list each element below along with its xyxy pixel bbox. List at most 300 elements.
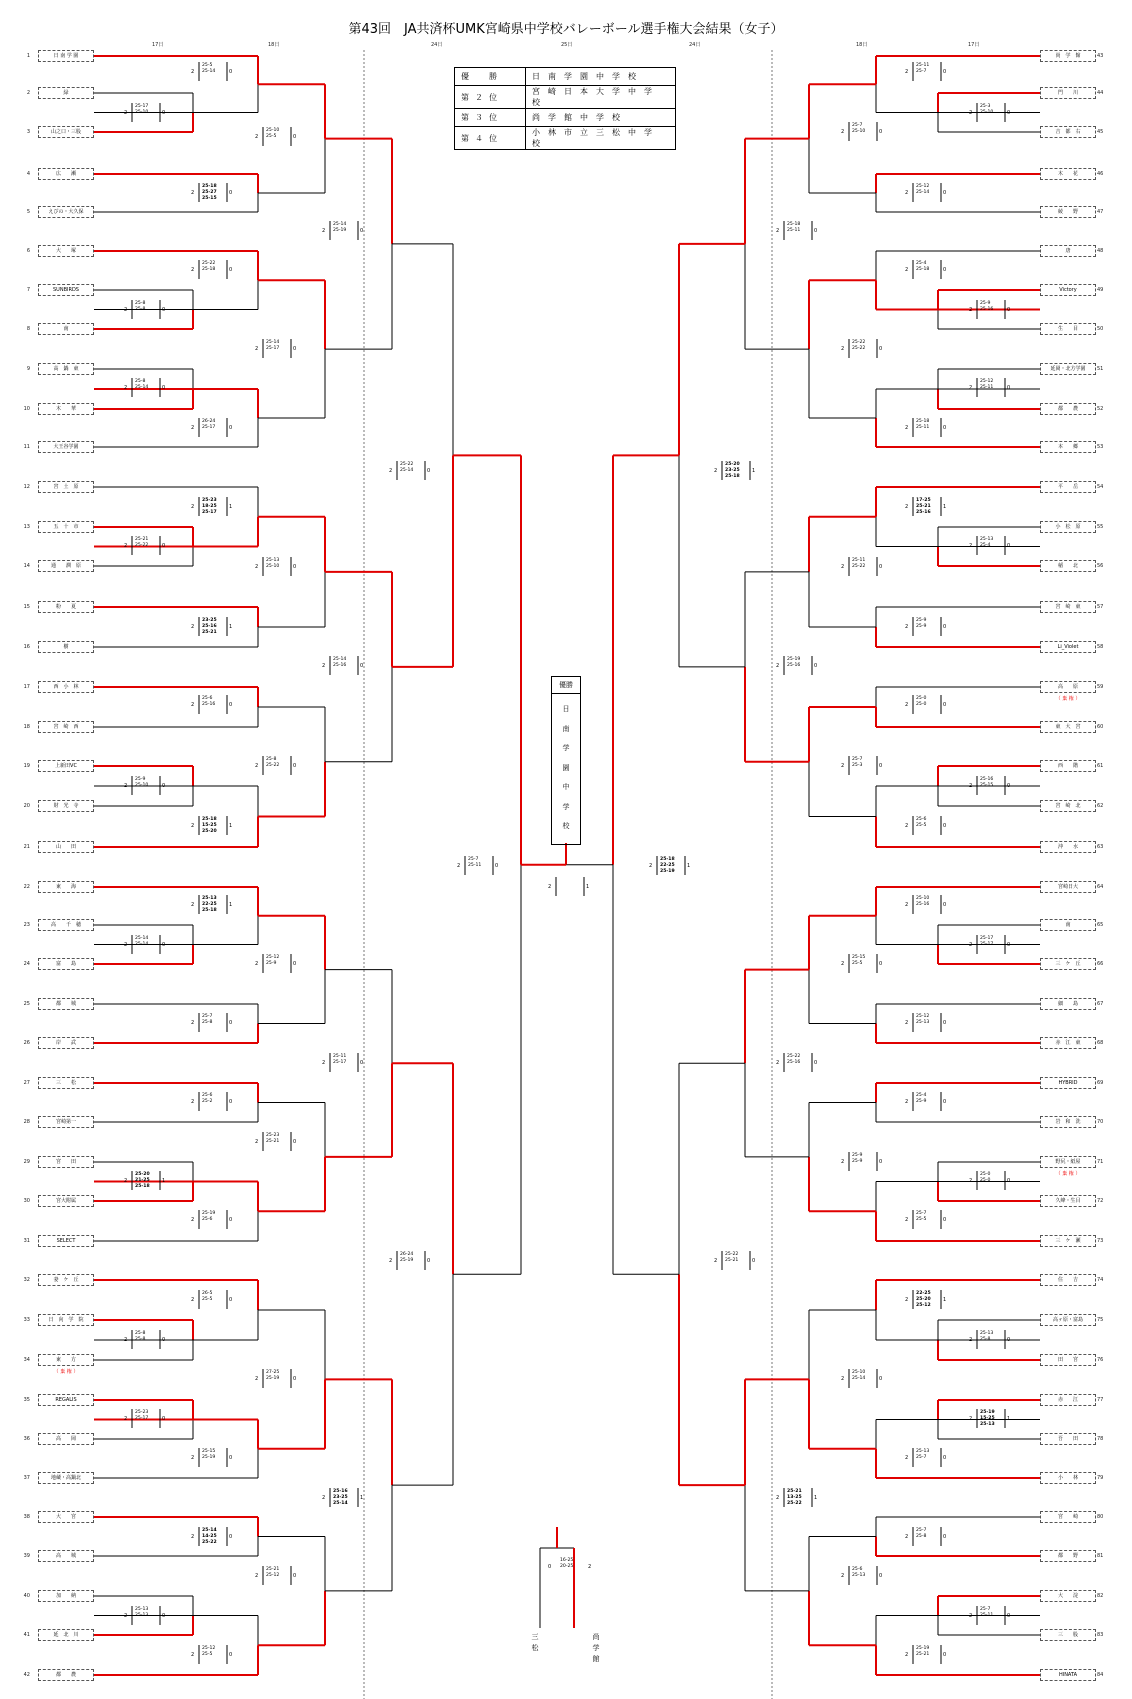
team-number: 62 — [1097, 803, 1104, 809]
sets-won: 0 — [162, 1416, 166, 1422]
sets-won: 0 — [229, 425, 233, 431]
set-scores: 25-13 25-7 — [916, 1449, 930, 1460]
team-number: 52 — [1097, 406, 1104, 412]
team-number: 40 — [23, 1593, 30, 1599]
sets-won: 0 — [752, 1258, 756, 1264]
sets-won: 0 — [495, 863, 499, 869]
sets-won: 2 — [124, 1416, 128, 1422]
team-number: 54 — [1097, 484, 1104, 490]
team-name: 細 島 — [1040, 998, 1096, 1010]
set-scores: 25-10 25-5 — [266, 128, 280, 139]
sets-won: 2 — [969, 110, 973, 116]
sets-won: 0 — [1007, 543, 1011, 549]
sets-won: 2 — [255, 134, 259, 140]
sets-won: 0 — [293, 1139, 297, 1145]
team-number: 70 — [1097, 1119, 1104, 1125]
team-name: 地蔵・高鍋北 — [38, 1472, 94, 1484]
team-name: 赤 江 — [1040, 1394, 1096, 1406]
set-scores: 23-25 25-16 25-21 — [202, 618, 217, 635]
team-name: 赤 江 東 — [1040, 1037, 1096, 1049]
set-scores: 25-13 25-10 — [266, 558, 280, 569]
sets-won: 2 — [649, 863, 653, 869]
team-number: 75 — [1097, 1317, 1104, 1323]
sets-won: 0 — [229, 702, 233, 708]
sets-won: 2 — [255, 1573, 259, 1579]
sets-won: 2 — [905, 702, 909, 708]
set-scores: 25-15 25-19 — [202, 1449, 216, 1460]
team-number: 78 — [1097, 1436, 1104, 1442]
team-number: 46 — [1097, 171, 1104, 177]
default-note: （ 棄 権 ） — [1055, 696, 1081, 702]
team-number: 68 — [1097, 1040, 1104, 1046]
sets-won: 0 — [229, 69, 233, 75]
set-scores: 25-10 25-16 — [916, 896, 930, 907]
team-name: 唐 — [1040, 245, 1096, 257]
team-number: 33 — [23, 1317, 30, 1323]
set-scores: 25-8 25-14 — [135, 379, 149, 390]
team-name: 綾 野 — [1040, 206, 1096, 218]
day-label: 17日 — [152, 42, 164, 48]
team-number: 22 — [23, 884, 30, 890]
sets-won: 2 — [191, 1099, 195, 1105]
sets-won: 0 — [293, 961, 297, 967]
team-number: 27 — [23, 1080, 30, 1086]
team-name: 門 川 — [1040, 87, 1096, 99]
team-number: 28 — [23, 1119, 30, 1125]
team-number: 57 — [1097, 604, 1104, 610]
team-number: 58 — [1097, 644, 1104, 650]
set-scores: 25-16 25-15 — [980, 777, 994, 788]
team-name: 南 — [1040, 919, 1096, 931]
team-number: 41 — [23, 1632, 30, 1638]
set-scores: 25-22 25-18 — [202, 261, 216, 272]
set-scores: 25-10 25-14 — [852, 1370, 866, 1381]
sets-won: 0 — [814, 663, 818, 669]
sets-won: 0 — [360, 228, 364, 234]
team-number: 48 — [1097, 248, 1104, 254]
team-name: 高 城 — [38, 1550, 94, 1562]
team-name: 小 林 — [1040, 1472, 1096, 1484]
team-number: 50 — [1097, 326, 1104, 332]
set-scores: 25-6 25-5 — [916, 817, 927, 828]
sets-won: 2 — [322, 663, 326, 669]
team-name: 稲 北 — [1040, 560, 1096, 572]
set-scores: 25-8 25-22 — [266, 757, 280, 768]
sets-won: 1 — [229, 823, 233, 829]
sets-won: 2 — [191, 823, 195, 829]
team-number: 17 — [23, 684, 30, 690]
sets-won: 0 — [229, 190, 233, 196]
team-name: 財 光 寺 — [38, 800, 94, 812]
sets-won: 0 — [162, 1337, 166, 1343]
team-number: 44 — [1097, 90, 1104, 96]
set-scores: 25-12 25-11 — [980, 379, 994, 390]
sets-won: 2 — [548, 884, 552, 890]
team-name: 通 潤 原 — [38, 560, 94, 572]
sets-won: 0 — [943, 1652, 947, 1658]
sets-won: 0 — [229, 1652, 233, 1658]
set-scores: 25-18 15-25 25-20 — [202, 817, 217, 834]
team-name: Victory — [1040, 284, 1096, 296]
set-scores: 25-19 25-16 — [787, 657, 801, 668]
sets-won: 2 — [191, 1534, 195, 1540]
sets-won: 0 — [943, 702, 947, 708]
set-scores: 25-11 25-17 — [333, 1054, 347, 1065]
team-number: 84 — [1097, 1672, 1104, 1678]
team-number: 14 — [23, 563, 30, 569]
sets-won: 2 — [191, 425, 195, 431]
rank-label: 第３位 — [455, 109, 526, 127]
team-number: 26 — [23, 1040, 30, 1046]
team-name: 木 華 — [38, 403, 94, 415]
sets-won: 2 — [191, 1020, 195, 1026]
sets-won: 0 — [943, 902, 947, 908]
sets-won: 2 — [124, 110, 128, 116]
team-name: 日 南 学 園 — [38, 50, 94, 62]
team-number: 20 — [23, 803, 30, 809]
team-name: 広 瀬 — [38, 168, 94, 180]
team-name: 富 島 — [38, 958, 94, 970]
third-place-scores: 16-25 20-25 — [560, 1558, 574, 1569]
set-scores: 25-22 25-21 — [725, 1252, 739, 1263]
sets-won: 2 — [124, 307, 128, 313]
team-number: 77 — [1097, 1397, 1104, 1403]
sets-won: 0 — [229, 1020, 233, 1026]
sets-won: 0 — [879, 129, 883, 135]
set-scores: 25-19 25-6 — [202, 1211, 216, 1222]
sets-won: 2 — [191, 902, 195, 908]
sets-won: 0 — [229, 1455, 233, 1461]
sets-won: 2 — [905, 1534, 909, 1540]
set-scores: 25-6 25-13 — [852, 1567, 866, 1578]
set-scores: 25-22 25-14 — [400, 462, 414, 473]
sets-won: 2 — [124, 1178, 128, 1184]
set-scores: 25-7 25-8 — [202, 1014, 213, 1025]
day-label: 24日 — [689, 42, 701, 48]
sets-won: 2 — [905, 504, 909, 510]
sets-won: 0 — [162, 110, 166, 116]
day-label: 17日 — [968, 42, 980, 48]
set-scores: 25-11 25-7 — [916, 63, 930, 74]
set-scores: 25-12 25-13 — [916, 1014, 930, 1025]
sets-won: 2 — [969, 783, 973, 789]
rank-label: 第４位 — [455, 127, 526, 150]
sets-won: 2 — [969, 1337, 973, 1343]
team-name: 延岡・北方学園 — [1040, 363, 1096, 375]
sets-won: 0 — [879, 961, 883, 967]
team-number: 19 — [23, 763, 30, 769]
sets-won: 2 — [124, 1337, 128, 1343]
sets-won: 2 — [255, 961, 259, 967]
sets-won: 0 — [879, 346, 883, 352]
team-name: 宮大附属 — [38, 1195, 94, 1207]
sets-won: 0 — [162, 307, 166, 313]
set-scores: 25-14 25-14 — [135, 936, 149, 947]
sets-won: 2 — [191, 190, 195, 196]
team-name: 都 農 — [38, 1669, 94, 1681]
sets-won: 2 — [124, 1613, 128, 1619]
sets-won: 0 — [814, 1060, 818, 1066]
team-number: 4 — [26, 171, 30, 177]
sets-won: 0 — [879, 1159, 883, 1165]
team-number: 11 — [23, 444, 30, 450]
sets-won: 2 — [969, 543, 973, 549]
team-name: 宮 崎 西 — [38, 721, 94, 733]
set-scores: 22-25 25-20 25-12 — [916, 1291, 931, 1308]
day-label: 25日 — [561, 42, 573, 48]
set-scores: 25-9 25-16 — [980, 301, 994, 312]
team-name: 三 松 — [38, 1077, 94, 1089]
sets-won: 0 — [427, 1258, 431, 1264]
team-number: 15 — [23, 604, 30, 610]
set-scores: 25-23 18-25 25-17 — [202, 498, 217, 515]
sets-won: 0 — [229, 267, 233, 273]
team-name: 五 十 市 — [38, 521, 94, 533]
sets-won: 2 — [776, 1495, 780, 1501]
team-name: 宮 田 — [38, 1156, 94, 1168]
team-number: 10 — [23, 406, 30, 412]
team-name: 宮 崎 北 — [1040, 800, 1096, 812]
sets-won: 2 — [191, 504, 195, 510]
team-number: 24 — [23, 961, 30, 967]
team-number: 25 — [23, 1001, 30, 1007]
sets-won: 0 — [293, 1376, 297, 1382]
team-name: 妻 ケ 丘 — [38, 1274, 94, 1286]
sets-won: 2 — [905, 267, 909, 273]
sets-won: 0 — [879, 1573, 883, 1579]
sets-won: 0 — [360, 663, 364, 669]
set-scores: 25-8 25-8 — [135, 301, 146, 312]
set-scores: 26-5 25-5 — [202, 1291, 213, 1302]
sets-won: 1 — [586, 884, 590, 890]
sets-won: 0 — [943, 190, 947, 196]
set-scores: 25-0 25-0 — [916, 696, 927, 707]
set-scores: 25-6 25-2 — [202, 1093, 213, 1104]
team-number: 35 — [23, 1397, 30, 1403]
set-scores: 25-20 21-25 25-18 — [135, 1172, 150, 1189]
team-number: 29 — [23, 1159, 30, 1165]
set-scores: 25-7 25-5 — [916, 1211, 927, 1222]
team-name: 南 — [38, 323, 94, 335]
team-number: 45 — [1097, 129, 1104, 135]
day-label: 24日 — [431, 42, 443, 48]
team-number: 76 — [1097, 1357, 1104, 1363]
sets-won: 2 — [255, 763, 259, 769]
sets-won: 2 — [841, 1573, 845, 1579]
sets-won: 1 — [229, 624, 233, 630]
sets-won: 0 — [360, 1060, 364, 1066]
team-name: 宮 崎 — [1040, 1511, 1096, 1523]
team-name: HINATA — [1040, 1669, 1096, 1681]
set-scores: 25-3 25-10 — [980, 104, 994, 115]
third-place-left-team: 三 松 — [531, 1633, 539, 1652]
team-number: 69 — [1097, 1080, 1104, 1086]
team-name: 木 花 — [1040, 168, 1096, 180]
sets-won: 2 — [969, 307, 973, 313]
set-scores: 25-23 25-21 — [266, 1133, 280, 1144]
team-name: 久峰・生目 — [1040, 1195, 1096, 1207]
sets-won: 0 — [1007, 385, 1011, 391]
sets-won: 0 — [943, 267, 947, 273]
team-number: 13 — [23, 524, 30, 530]
sets-won: 2 — [905, 823, 909, 829]
sets-won: 2 — [905, 1652, 909, 1658]
team-name: 宮 土 原 — [38, 481, 94, 493]
team-number: 55 — [1097, 524, 1104, 530]
third-place-right-team: 尚 学 館 — [592, 1633, 600, 1663]
team-name: 東 方 — [38, 1354, 94, 1366]
team-name: 本 郷 — [1040, 441, 1096, 453]
team-number: 39 — [23, 1553, 30, 1559]
sets-won: 0 — [229, 1099, 233, 1105]
sets-won: 0 — [293, 564, 297, 570]
set-scores: 25-14 25-19 — [333, 222, 347, 233]
team-number: 21 — [23, 844, 30, 850]
team-name: 高 鍋 東 — [38, 363, 94, 375]
sets-won: 1 — [814, 1495, 818, 1501]
sets-won: 2 — [841, 1376, 845, 1382]
final-standings-table — [454, 67, 676, 150]
sets-won: 2 — [191, 69, 195, 75]
set-scores: 25-4 25-9 — [916, 1093, 927, 1104]
sets-won: 2 — [191, 1297, 195, 1303]
team-name: 高 岡 — [38, 1433, 94, 1445]
sets-won: 2 — [191, 1652, 195, 1658]
set-scores: 25-4 25-18 — [916, 261, 930, 272]
team-number: 7 — [26, 287, 30, 293]
sets-won: 1 — [1007, 1416, 1011, 1422]
team-name: 大 宮 — [38, 1511, 94, 1523]
sets-won: 2 — [969, 1613, 973, 1619]
sets-won: 0 — [943, 1455, 947, 1461]
sets-won: 0 — [293, 763, 297, 769]
sets-won: 2 — [588, 1564, 592, 1570]
set-scores: 25-18 25-11 — [916, 419, 930, 430]
set-scores: 25-13 25-4 — [980, 537, 994, 548]
sets-won: 0 — [943, 1020, 947, 1026]
team-name: SELECT — [38, 1235, 94, 1247]
set-scores: 25-9 25-9 — [852, 1153, 863, 1164]
set-scores: 25-7 25-11 — [468, 857, 482, 868]
set-scores: 25-13 25-13 — [135, 1607, 149, 1618]
team-name: 三 ケ 丘 — [1040, 958, 1096, 970]
standings-row — [455, 127, 676, 150]
team-name: 尚 学 館 — [1040, 50, 1096, 62]
rank-team: 日南学園中学校 — [526, 68, 676, 86]
sets-won: 0 — [1007, 1178, 1011, 1184]
set-scores: 25-21 25-12 — [266, 1567, 280, 1578]
team-name: 延 北 川 — [38, 1629, 94, 1641]
rank-team: 尚学館中学校 — [526, 109, 676, 127]
team-number: 53 — [1097, 444, 1104, 450]
set-scores: 25-22 25-16 — [787, 1054, 801, 1065]
sets-won: 0 — [162, 385, 166, 391]
sets-won: 0 — [1007, 307, 1011, 313]
team-name: 田 宮 — [1040, 1354, 1096, 1366]
team-number: 23 — [23, 922, 30, 928]
set-scores: 26-24 25-17 — [202, 419, 216, 430]
champion-box — [551, 676, 581, 845]
team-name: 大 淀 — [1040, 1590, 1096, 1602]
team-name: 高ヶ原・富島 — [1040, 1314, 1096, 1326]
set-scores: 17-25 25-21 25-16 — [916, 498, 931, 515]
team-number: 1 — [26, 53, 30, 59]
team-name: えびの・大久保 — [38, 206, 94, 218]
set-scores: 25-18 25-27 25-15 — [202, 184, 217, 201]
page-title: 第43回 JA共済杯UMK宮崎県中学校バレーボール選手権大会結果（女子） — [348, 22, 784, 37]
set-scores: 25-18 25-11 — [787, 222, 801, 233]
sets-won: 0 — [293, 1573, 297, 1579]
sets-won: 0 — [1007, 1337, 1011, 1343]
team-number: 38 — [23, 1514, 30, 1520]
team-number: 43 — [1097, 53, 1104, 59]
sets-won: 2 — [191, 267, 195, 273]
rank-team: 小林市立三松中学校 — [526, 127, 676, 150]
sets-won: 2 — [776, 663, 780, 669]
set-scores: 25-7 25-3 — [852, 757, 863, 768]
sets-won: 2 — [841, 961, 845, 967]
set-scores: 25-17 25-10 — [135, 104, 149, 115]
set-scores: 25-20 23-25 25-18 — [725, 462, 740, 479]
set-scores: 25-12 25-14 — [916, 184, 930, 195]
sets-won: 2 — [905, 1217, 909, 1223]
sets-won: 2 — [714, 468, 718, 474]
team-name: 都 農 — [1040, 403, 1096, 415]
set-scores: 25-13 22-25 25-18 — [202, 896, 217, 913]
team-name: 宮 崎 東 — [1040, 601, 1096, 613]
team-name: SUNBIRDS — [38, 284, 94, 296]
set-scores: 25-9 25-9 — [916, 618, 927, 629]
team-number: 37 — [23, 1475, 30, 1481]
set-scores: 25-19 25-21 — [916, 1646, 930, 1657]
sets-won: 2 — [322, 1495, 326, 1501]
team-number: 47 — [1097, 209, 1104, 215]
sets-won: 2 — [322, 1060, 326, 1066]
team-name: 吾 田 — [1040, 1433, 1096, 1445]
team-name: 宮崎第一 — [38, 1116, 94, 1128]
sets-won: 2 — [905, 425, 909, 431]
sets-won: 1 — [229, 902, 233, 908]
team-name: 高 千 穂 — [38, 919, 94, 931]
sets-won: 0 — [943, 1217, 947, 1223]
set-scores: 25-22 25-22 — [852, 340, 866, 351]
sets-won: 0 — [1007, 1613, 1011, 1619]
set-scores: 25-15 25-5 — [852, 955, 866, 966]
team-name: 平 岳 — [1040, 481, 1096, 493]
team-name: 三 股 — [1040, 1629, 1096, 1641]
team-number: 8 — [26, 326, 30, 332]
team-name: 住 吉 — [1040, 1274, 1096, 1286]
sets-won: 1 — [162, 1178, 166, 1184]
team-number: 63 — [1097, 844, 1104, 850]
team-name: 岩 和 洗 — [1040, 1116, 1096, 1128]
sets-won: 2 — [124, 543, 128, 549]
team-name: 大王谷学園 — [38, 441, 94, 453]
sets-won: 2 — [969, 1416, 973, 1422]
team-number: 83 — [1097, 1632, 1104, 1638]
team-name: 東 海 — [38, 881, 94, 893]
sets-won: 0 — [293, 346, 297, 352]
team-number: 6 — [26, 248, 30, 254]
team-name: 西 小 林 — [38, 681, 94, 693]
team-number: 31 — [23, 1238, 30, 1244]
sets-won: 2 — [191, 702, 195, 708]
team-name: 都 野 — [1040, 1550, 1096, 1562]
sets-won: 2 — [124, 783, 128, 789]
sets-won: 2 — [255, 346, 259, 352]
sets-won: 2 — [255, 1139, 259, 1145]
sets-won: 0 — [943, 425, 947, 431]
